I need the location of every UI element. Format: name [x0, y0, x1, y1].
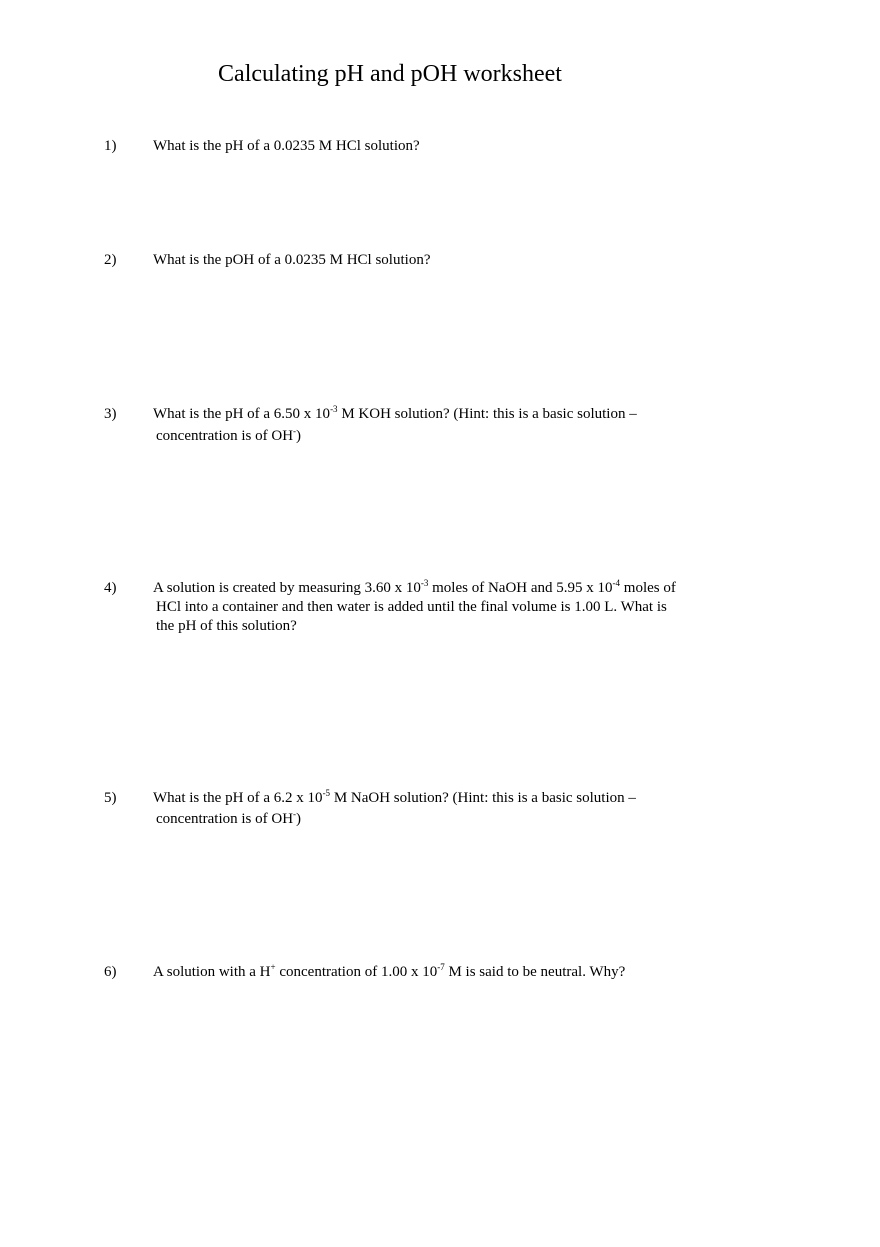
question-number: 5) — [104, 790, 117, 806]
question-number: 6) — [104, 964, 117, 980]
question-text: What is the pH of a 0.0235 M HCl solution? — [153, 138, 420, 154]
question-text-continued: concentration is of OH-) — [156, 809, 302, 827]
question-text: A solution with a H+ concentration of 1.00 x $10^{-7}$ M is said to be neutral. Why? — [153, 962, 626, 980]
question-text-continued: concentration is of OH-) — [156, 426, 302, 444]
question-number: 1) — [104, 138, 117, 154]
page-title: Calculating pH and pOH worksheet — [218, 61, 562, 87]
question-text: A solution is created by measuring 3.60 x $10^{-3}$ moles of NaOH and 5.95 x $10^{-4}$ moles of — [153, 578, 676, 596]
question-number: 4) — [104, 580, 117, 596]
question-text: What is the pH of a 6.50 x $10^{-3}$ M KOH solution? (Hint: this is a basic solution – — [153, 404, 637, 422]
question-text: What is the pH of a 6.2 x $10^{-5}$ M NaOH solution? (Hint: this is a basic solution – — [153, 788, 636, 806]
question-text-continued: the pH of this solution? — [156, 618, 297, 634]
question-number: 3) — [104, 406, 117, 422]
question-number: 2) — [104, 252, 117, 268]
question-text: What is the pOH of a 0.0235 M HCl solution? — [153, 252, 431, 268]
question-text-continued: HCl into a container and then water is added until the final volume is 1.00 L. What is — [156, 599, 667, 615]
